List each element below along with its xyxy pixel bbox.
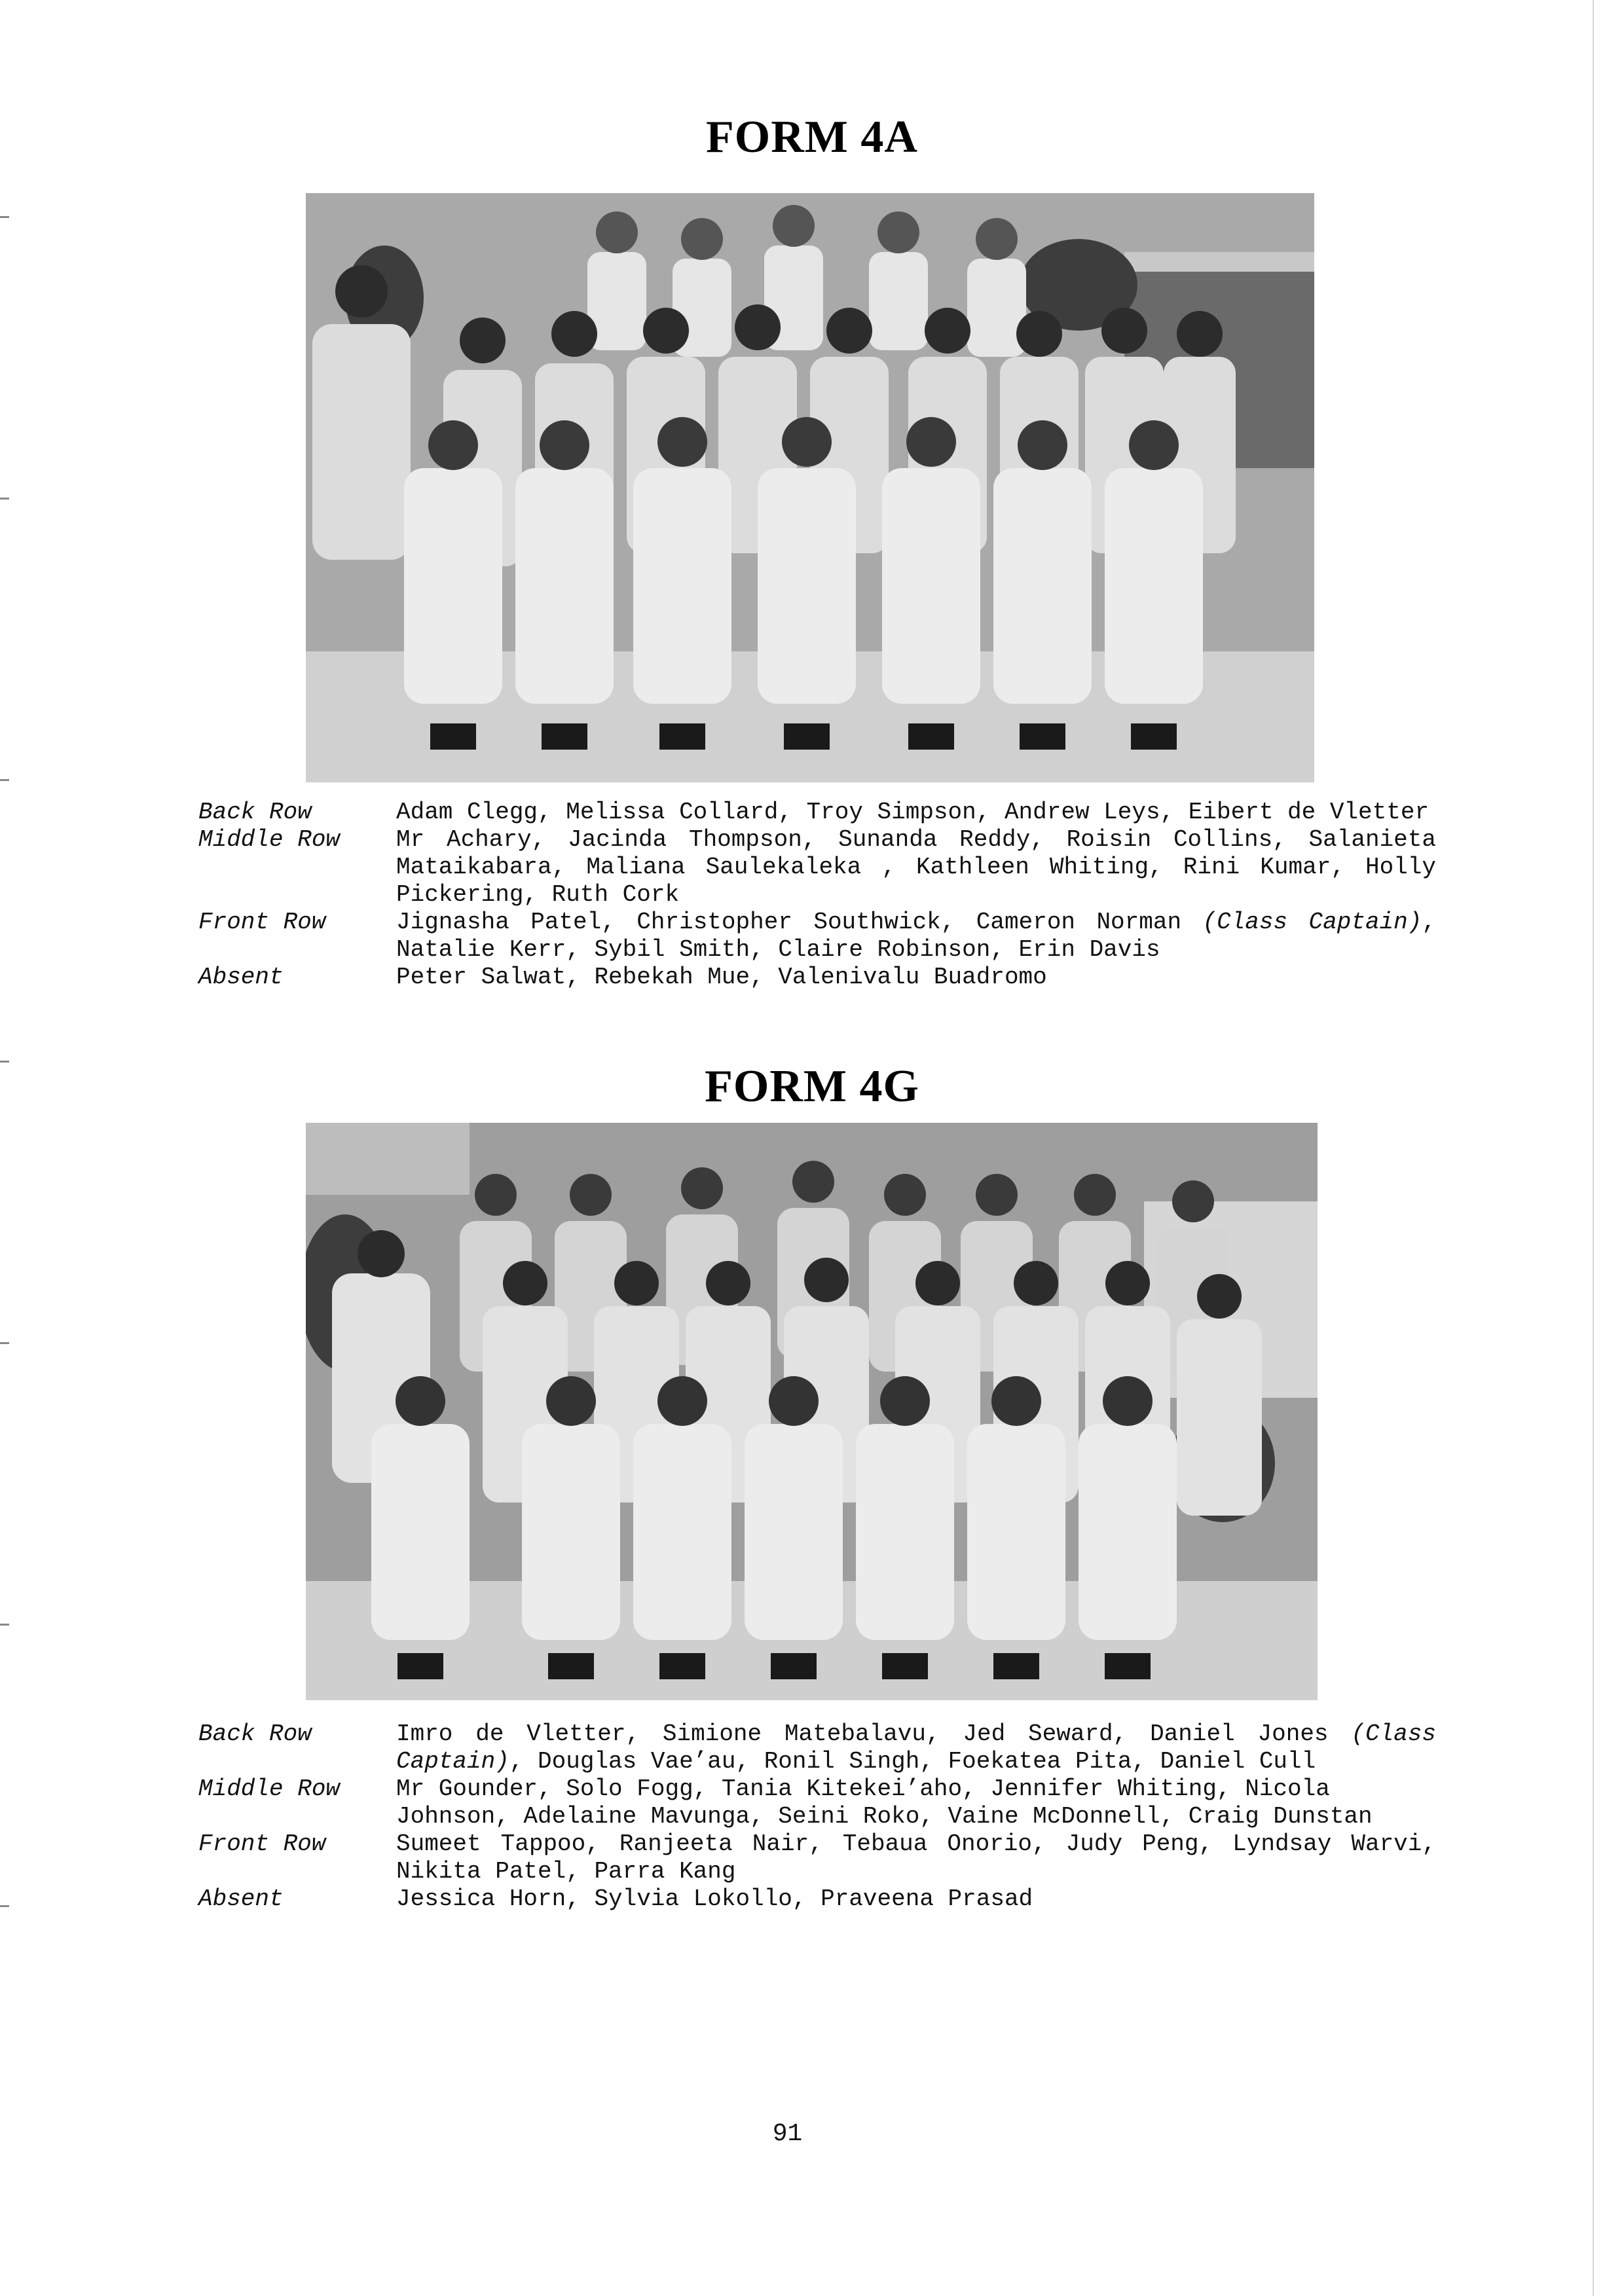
caption-row-absent <box>198 964 1436 991</box>
form-4a-photo-illustration <box>306 193 1314 782</box>
row-label: Front Row <box>198 1831 326 1857</box>
page-number: 91 <box>772 2120 803 2148</box>
row-label: Middle Row <box>198 1776 341 1802</box>
caption-row-absent <box>198 1886 1436 1913</box>
binding-mark <box>0 1624 9 1626</box>
names-part: , Douglas Vae’au, Ronil Singh, Foekatea Pita, Daniel Cull <box>509 1748 1316 1775</box>
binding-mark <box>0 1061 9 1063</box>
form-4a-class-photo <box>306 193 1314 782</box>
form-4g-photo-illustration <box>306 1123 1318 1700</box>
row-names: Adam Clegg, Melissa Collard, Troy Simpson, Andrew Leys, Eibert de Vletter <box>396 799 1430 826</box>
row-names <box>396 1721 1436 1776</box>
row-label: Absent <box>198 964 284 991</box>
names-line: Mr Gounder, Solo Fogg, Tania Kitekei’aho, Jennifer Whiting, Nicola <box>396 1776 1330 1802</box>
binding-mark <box>0 1342 9 1344</box>
binding-mark <box>0 498 9 500</box>
row-label: Back Row <box>198 1721 312 1747</box>
row-names <box>396 909 1436 964</box>
names-line: Johnson, Adelaine Mavunga, Seini Roko, Vaine McDonnell, Craig Dunstan <box>396 1803 1373 1830</box>
caption-row-front <box>198 1831 1436 1886</box>
binding-mark <box>0 216 9 218</box>
names-part: Jignasha Patel, Christopher Southwick, Cameron Norman <box>396 909 1182 936</box>
caption-row-middle <box>198 1776 1436 1831</box>
caption-row-middle <box>198 826 1436 909</box>
names-part: , Natalie Kerr, Sybil Smith, Claire Robinson, Erin Davis <box>396 909 1436 963</box>
binding-mark <box>0 779 9 781</box>
form-4g-class-photo <box>306 1123 1318 1700</box>
row-names <box>396 1776 1436 1831</box>
row-names: Jessica Horn, Sylvia Lokollo, Praveena Prasad <box>396 1886 1033 1912</box>
row-names: Sumeet Tappoo, Ranjeeta Nair, Tebaua Onorio, Judy Peng, Lyndsay Warvi, Nikita Patel, Parra Kang <box>396 1831 1436 1885</box>
caption-row-back <box>198 1721 1436 1776</box>
class-captain-note: (Class Captain) <box>396 1721 1436 1775</box>
form-4a-caption <box>198 799 1436 991</box>
row-label: Absent <box>198 1886 284 1912</box>
row-label: Middle Row <box>198 826 341 853</box>
form-4a-title: FORM 4A <box>706 112 918 162</box>
caption-row-front <box>198 909 1436 964</box>
form-4g-caption <box>198 1721 1436 1913</box>
class-captain-note: (Class Captain) <box>1202 909 1422 936</box>
names-part: Imro de Vletter, Simione Matebalavu, Jed Seward, Daniel Jones <box>396 1721 1329 1747</box>
page-edge-line <box>1593 0 1594 2296</box>
row-names: Mr Achary, Jacinda Thompson, Sunanda Reddy, Roisin Collins, Salanieta Mataikabara, Maliana Saulekaleka , Kathleen Whiting, Rini Kumar, Holly Pickering, Ruth Cork <box>396 826 1436 908</box>
row-names: Peter Salwat, Rebekah Mue, Valenivalu Buadromo <box>396 964 1047 991</box>
row-label: Front Row <box>198 909 326 936</box>
binding-mark <box>0 1905 9 1907</box>
row-label: Back Row <box>198 799 312 826</box>
caption-row-back <box>198 799 1436 826</box>
form-4g-title: FORM 4G <box>705 1061 919 1112</box>
